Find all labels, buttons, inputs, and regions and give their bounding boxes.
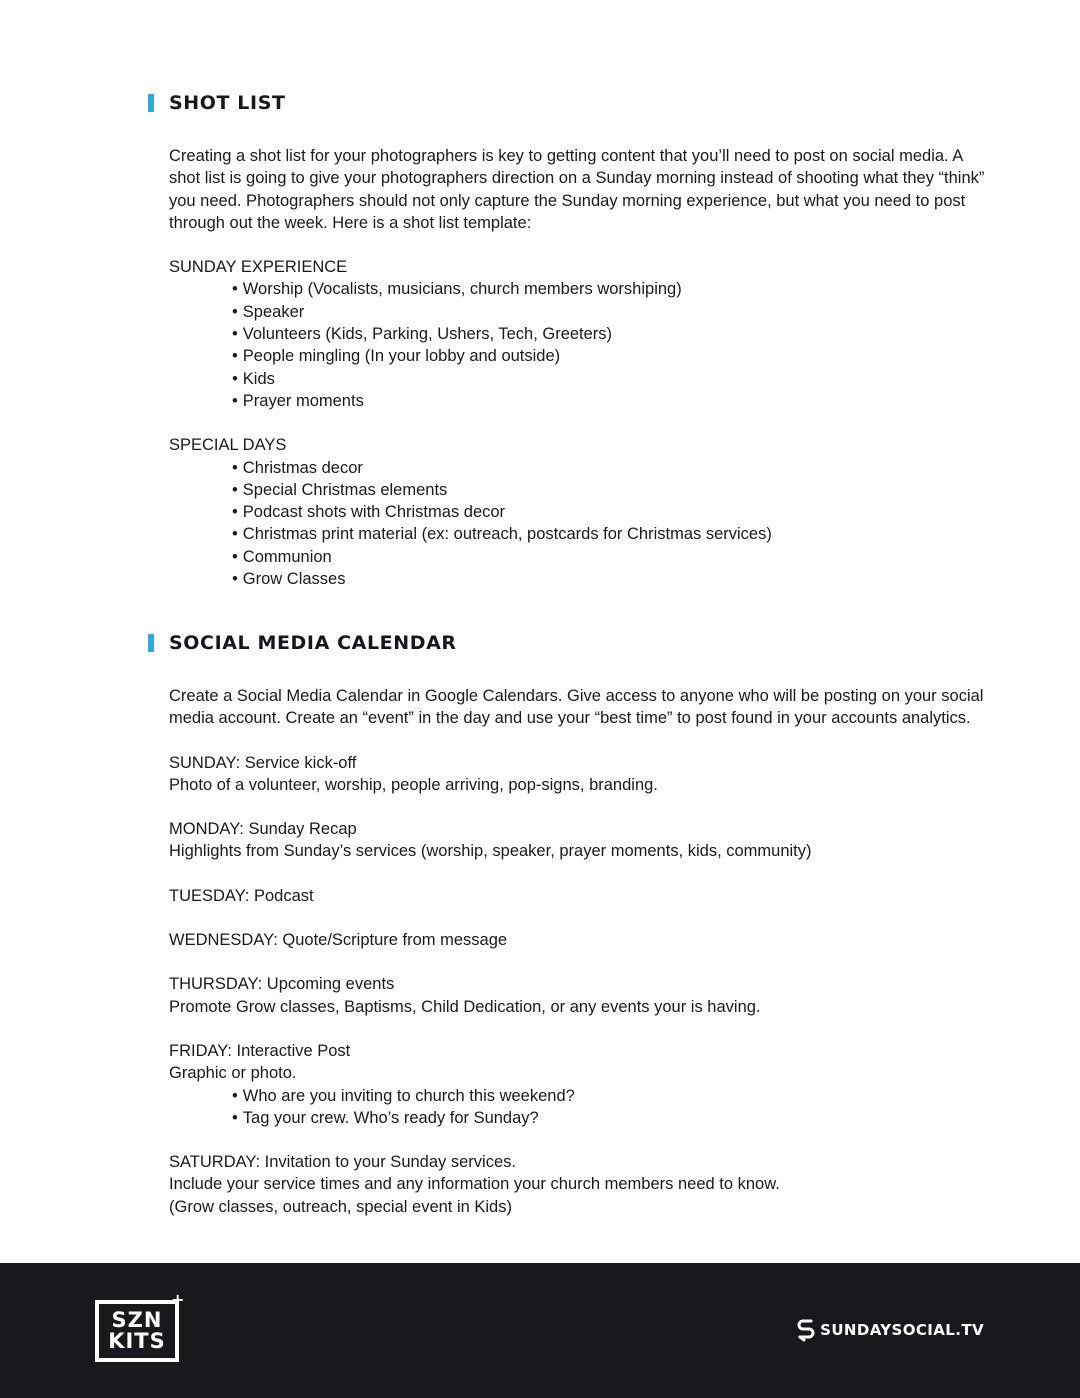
- logo-line: KITS: [108, 1329, 166, 1353]
- szn-kits-logo: [95, 1300, 179, 1362]
- list-item: • Special Christmas elements: [232, 479, 989, 501]
- shot-list-heading-text: SHOT LIST: [169, 92, 286, 114]
- saturday-title: SATURDAY: Invitation to your Sunday services.: [169, 1153, 516, 1172]
- thursday-title: THURSDAY: Upcoming events: [169, 975, 395, 994]
- sundaysocial-brand: [796, 1318, 984, 1342]
- sunday-experience-title: SUNDAY EXPERIENCE: [169, 258, 348, 277]
- list-item: • Kids: [232, 368, 989, 390]
- list-item: • People mingling (In your lobby and outside): [232, 345, 989, 367]
- monday-title: MONDAY: Sunday Recap: [169, 820, 357, 839]
- saturday-desc: Include your service times and any information your church members need to know.: [169, 1175, 780, 1194]
- list-item: • Communion: [232, 546, 989, 568]
- friday-desc: Graphic or photo.: [169, 1064, 297, 1083]
- list-item: • Tag your crew. Who’s ready for Sunday?: [232, 1107, 989, 1129]
- list-item: • Who are you inviting to church this weekend?: [232, 1085, 989, 1107]
- saturday-desc-extra: (Grow classes, outreach, special event in Kids): [169, 1197, 512, 1216]
- list-item: • Volunteers (Kids, Parking, Ushers, Tech, Greeters): [232, 323, 989, 345]
- sunday-title: SUNDAY: Service kick-off: [169, 753, 357, 772]
- list-item: • Prayer moments: [232, 390, 989, 412]
- calendar-heading: [148, 630, 988, 656]
- plus-icon: +: [171, 1290, 185, 1309]
- special-days-title: SPECIAL DAYS: [169, 436, 287, 455]
- friday-title: FRIDAY: Interactive Post: [169, 1041, 351, 1060]
- shot-list-body: [169, 145, 989, 590]
- list-item: • Christmas print material (ex: outreach, postcards for Christmas services): [232, 523, 989, 545]
- wednesday-title: WEDNESDAY: Quote/Scripture from message: [169, 931, 508, 950]
- list-item: • Podcast shots with Christmas decor: [232, 501, 989, 523]
- list-item: • Speaker: [232, 301, 989, 323]
- thursday-desc: Promote Grow classes, Baptisms, Child Dedication, or any events your is having.: [169, 997, 761, 1016]
- sunday-experience-list: [169, 278, 989, 412]
- calendar-body: [169, 685, 989, 1218]
- shot-list-heading: [148, 90, 988, 116]
- list-item: • Christmas decor: [232, 457, 989, 479]
- shot-list-section: [148, 90, 988, 116]
- logo-line: SZN: [111, 1308, 163, 1332]
- monday-desc: Highlights from Sunday’s services (worship, speaker, prayer moments, kids, community): [169, 842, 812, 861]
- friday-list: [169, 1085, 989, 1130]
- calendar-intro: Create a Social Media Calendar in Google Calendars. Give access to anyone who will be posting on your social media account. Create an “event” in the day and use your “best time” to post found in your accounts analytics.: [169, 687, 984, 728]
- special-days-list: [169, 457, 989, 591]
- list-item: • Worship (Vocalists, musicians, church members worshiping): [232, 278, 989, 300]
- calendar-section: [148, 630, 988, 656]
- tuesday-title: TUESDAY: Podcast: [169, 886, 314, 905]
- shot-list-intro: Creating a shot list for your photographers is key to getting content that you’ll need to post on social media. A shot list is going to give your photographers direction on a Sunday morning instead of shooting what they “think” you need. Photographers should not only capture the Sunday morning experience, but what you need to post through out the week. Here is a shot list template:: [169, 147, 985, 232]
- heading-accent-bar: [148, 634, 154, 652]
- sunday-desc: Photo of a volunteer, worship, people arriving, pop-signs, branding.: [169, 775, 658, 794]
- sundaysocial-logo-icon: [796, 1318, 816, 1342]
- list-item: • Grow Classes: [232, 568, 989, 590]
- brand-text: SUNDAYSOCIAL.TV: [820, 1321, 984, 1339]
- heading-accent-bar: [148, 94, 154, 112]
- calendar-heading-text: SOCIAL MEDIA CALENDAR: [169, 632, 457, 654]
